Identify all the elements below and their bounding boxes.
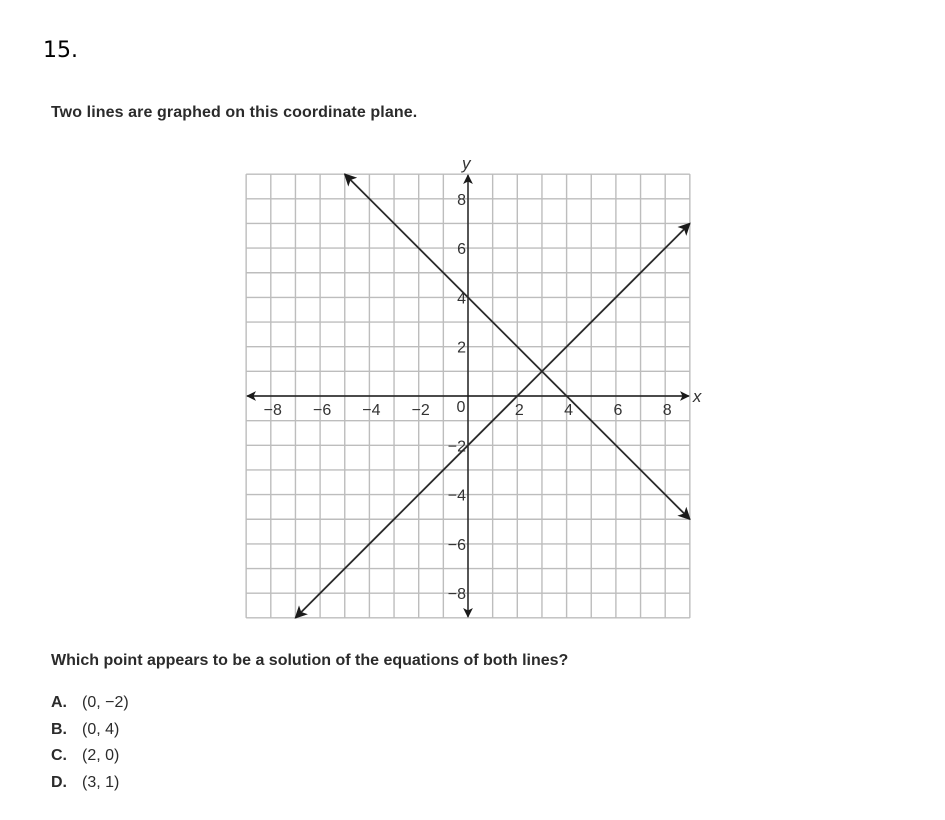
svg-text:−2: −2 (447, 438, 466, 456)
choice-d[interactable] (51, 770, 129, 797)
choice-letter: C. (51, 747, 67, 764)
svg-text:2: 2 (457, 339, 466, 357)
choice-b[interactable] (51, 717, 129, 744)
choice-c[interactable] (51, 743, 129, 770)
choice-value: (0, 4) (82, 720, 120, 738)
svg-text:−8: −8 (447, 586, 466, 604)
choice-value: (0, −2) (82, 694, 129, 711)
svg-text:4: 4 (564, 402, 574, 419)
question-text: Which point appears to be a solution of the equations of both lines? (51, 652, 569, 669)
svg-text:−8: −8 (263, 402, 282, 419)
y-axis-label: y (462, 154, 471, 174)
answer-choices (51, 690, 129, 796)
prompt-text: Two lines are graphed on this coordinate plane. (51, 104, 418, 121)
axes (247, 175, 689, 617)
question-number: 15. (43, 38, 78, 63)
choice-value: (2, 0) (82, 747, 120, 764)
svg-text:−4: −4 (447, 487, 466, 505)
choice-a[interactable] (51, 690, 129, 717)
svg-text:−6: −6 (447, 536, 466, 554)
svg-text:6: 6 (613, 402, 623, 419)
svg-text:−4: −4 (362, 402, 381, 419)
choice-letter: A. (51, 694, 67, 711)
svg-text:2: 2 (514, 402, 524, 419)
choice-letter: B. (51, 720, 67, 738)
x-axis-label: x (692, 387, 702, 406)
choice-letter: D. (51, 773, 67, 791)
choice-value: (3, 1) (82, 773, 120, 791)
svg-text:8: 8 (457, 191, 466, 209)
svg-text:−2: −2 (411, 402, 430, 419)
svg-text:0: 0 (456, 399, 466, 416)
svg-text:6: 6 (457, 241, 466, 259)
svg-text:−6: −6 (312, 402, 332, 419)
svg-text:8: 8 (662, 402, 672, 419)
svg-text:4: 4 (457, 290, 466, 308)
